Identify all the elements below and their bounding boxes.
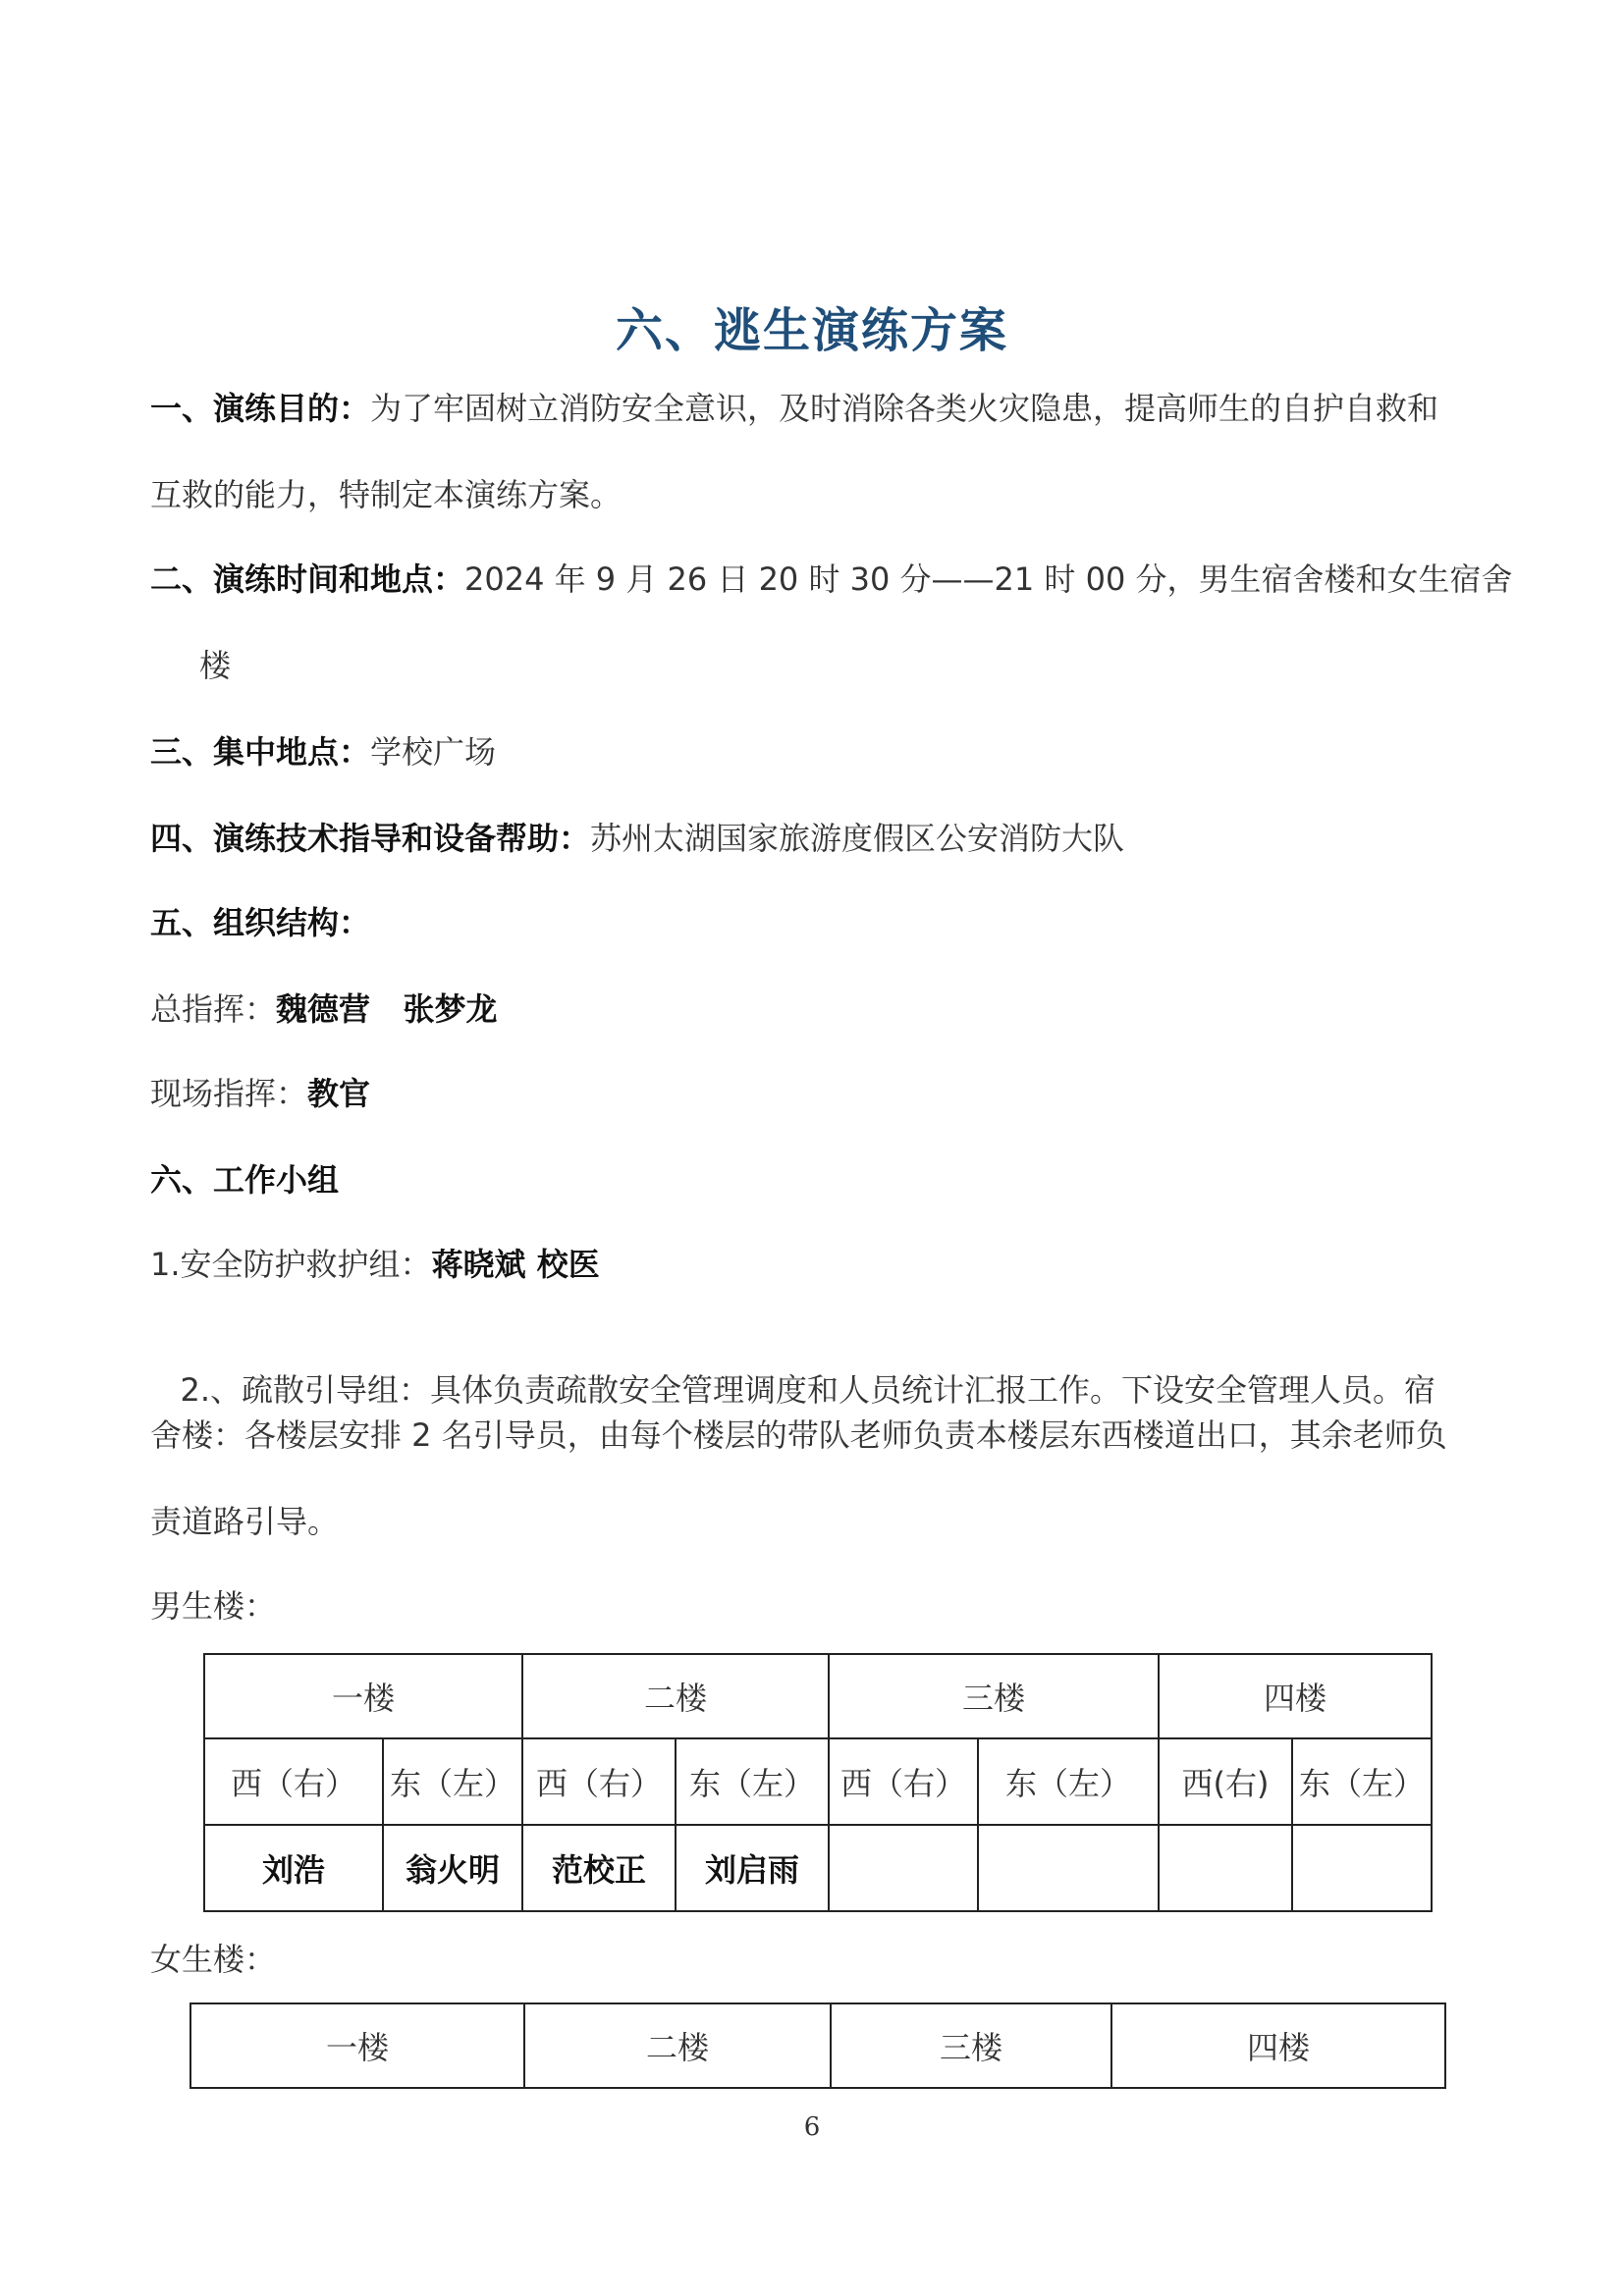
group2-line-2	[150, 1415, 1447, 1455]
male-name-cell: 刘启雨	[676, 1825, 829, 1911]
section-work-groups	[150, 1160, 339, 1200]
male-side-cell: 西（右）	[829, 1738, 978, 1825]
male-name-cell	[978, 1825, 1159, 1911]
male-side-cell: 东（左）	[676, 1738, 829, 1825]
male-name-cell	[829, 1825, 978, 1911]
section-purpose-text-2: 互救的能力，特制定本演练方案。	[150, 476, 623, 513]
male-floor-header-row	[204, 1654, 1432, 1738]
female-building-label-text: 女生楼：	[150, 1941, 277, 1978]
female-floor-3: 三楼	[831, 2003, 1111, 2088]
group1-line	[150, 1245, 600, 1284]
page-number: 6	[803, 2112, 821, 2142]
male-building-label	[150, 1586, 276, 1626]
section-gathering-text: 学校广场	[370, 733, 497, 771]
female-floor-header-row	[190, 2003, 1445, 2088]
section-purpose-heading: 一、演练目的：	[150, 390, 371, 427]
section-work-groups-heading: 六、工作小组	[150, 1161, 340, 1199]
male-name-row	[204, 1825, 1432, 1911]
commander-label: 总指挥：	[150, 990, 277, 1028]
male-building-label-text: 男生楼：	[150, 1587, 277, 1625]
section-time-place-heading: 二、演练时间和地点：	[150, 561, 465, 598]
section-guidance-heading: 四、演练技术指导和设备帮助：	[150, 820, 591, 857]
female-building-table	[189, 2002, 1446, 2089]
section-gathering-heading: 三、集中地点：	[150, 733, 371, 771]
male-name-cell: 范校正	[522, 1825, 676, 1911]
male-name-cell: 刘浩	[204, 1825, 383, 1911]
section-time-place-text: 2024 年 9 月 26 日 20 时 30 分——21 时 00 分，男生宿舍楼和女生宿舍	[464, 561, 1513, 598]
male-side-cell: 东（左）	[1292, 1738, 1432, 1825]
field-commander-line	[150, 1074, 370, 1113]
group2-line-1	[150, 1331, 1435, 1410]
section-organization	[150, 903, 370, 942]
male-side-cell: 东（左）	[383, 1738, 522, 1825]
section-time-place-text-2: 楼	[199, 647, 232, 684]
female-floor-1: 一楼	[190, 2003, 524, 2088]
group1-names: 蒋晓斌 校医	[431, 1246, 600, 1283]
group2-text-1: 2.、疏散引导组：具体负责疏散安全管理调度和人员统计汇报工作。下设安全管理人员。宿	[170, 1371, 1436, 1409]
section-guidance-text: 苏州太湖国家旅游度假区公安消防大队	[590, 820, 1125, 857]
female-floor-4: 四楼	[1111, 2003, 1445, 2088]
section-purpose	[150, 389, 1438, 428]
male-side-cell: 西（右）	[522, 1738, 676, 1825]
female-floor-2: 二楼	[524, 2003, 831, 2088]
group2-text-2: 舍楼：各楼层安排 2 名引导员，由每个楼层的带队老师负责本楼层东西楼道出口，其余老师负	[150, 1416, 1447, 1454]
male-floor-4: 四楼	[1159, 1654, 1432, 1738]
field-commander-names: 教官	[307, 1075, 371, 1112]
section-guidance	[150, 819, 1124, 858]
group2-text-3: 责道路引导。	[150, 1503, 340, 1540]
male-side-cell: 西(右)	[1159, 1738, 1292, 1825]
group1-label: 1.安全防护救护组：	[150, 1246, 432, 1283]
male-name-cell	[1292, 1825, 1432, 1911]
male-floor-1: 一楼	[204, 1654, 522, 1738]
female-building-label	[150, 1940, 276, 1979]
section-purpose-continued	[150, 475, 622, 514]
group2-line-3	[150, 1502, 339, 1541]
male-name-cell	[1159, 1825, 1292, 1911]
section-time-place-continued	[199, 646, 231, 685]
male-floor-3: 三楼	[829, 1654, 1159, 1738]
section-time-place	[150, 560, 1512, 599]
male-name-cell: 翁火明	[383, 1825, 522, 1911]
commander-names: 魏德营 张梦龙	[276, 990, 498, 1028]
page-title: 六、逃生演练方案	[615, 303, 1008, 358]
male-building-table	[203, 1653, 1433, 1912]
section-organization-heading: 五、组织结构：	[150, 904, 371, 941]
commander-line	[150, 989, 497, 1029]
section-purpose-text: 为了牢固树立消防安全意识，及时消除各类火灾隐患，提高师生的自护自救和	[370, 390, 1439, 427]
male-side-cell: 西（右）	[204, 1738, 383, 1825]
male-side-row	[204, 1738, 1432, 1825]
male-side-cell: 东（左）	[978, 1738, 1159, 1825]
field-commander-label: 现场指挥：	[150, 1075, 308, 1112]
section-gathering	[150, 732, 496, 772]
male-floor-2: 二楼	[522, 1654, 829, 1738]
